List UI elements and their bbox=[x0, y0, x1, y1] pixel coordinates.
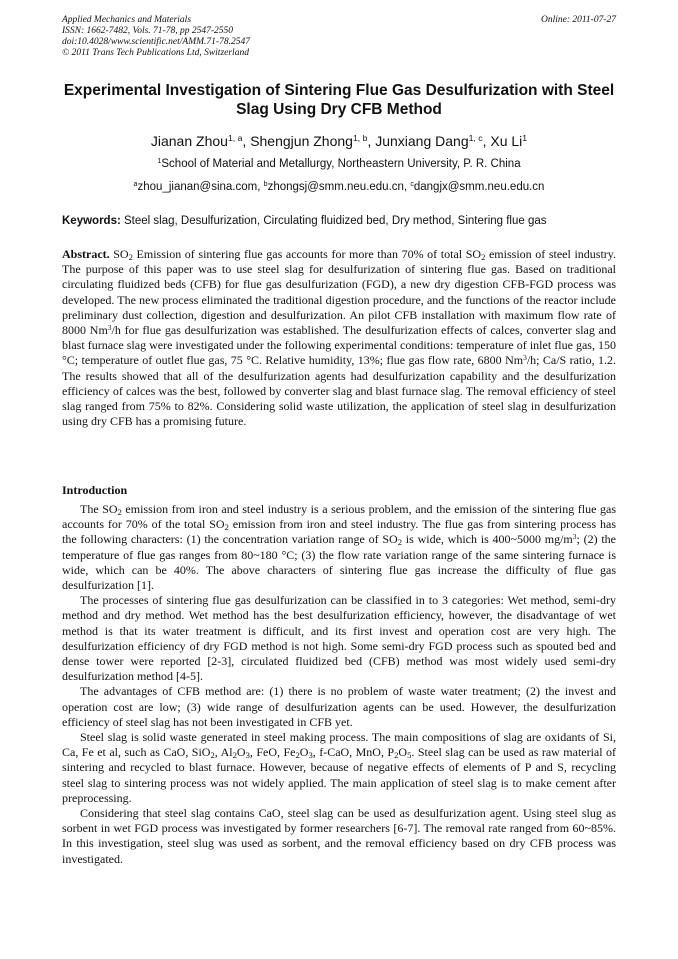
email-list bbox=[62, 180, 616, 194]
text-run: . Steel slag can be used as raw material of sintering and recycled to blast furnace. However, because of negative effects of elements of P and S, recycling steel slag to sintering process was not widely applied. The main application of steel slag is to make cement after preprocessing. bbox=[62, 745, 617, 805]
subscript: 2 bbox=[224, 522, 229, 533]
text-run: , f-CaO, MnO, P bbox=[312, 745, 395, 760]
subscript: 5 bbox=[407, 750, 412, 761]
superscript: 3 bbox=[572, 532, 577, 542]
text-run: emission from iron and steel industry is a serious problem, and the emission of the sintering flue gas accounts for 70% of the total SO bbox=[62, 502, 616, 532]
keywords bbox=[62, 214, 622, 228]
journal-header bbox=[62, 15, 616, 59]
author-affiliation-mark: 1 bbox=[522, 133, 528, 144]
author-affiliation-mark: 1, c bbox=[468, 133, 483, 144]
keywords-text: Steel slag, Desulfurization, Circulating fluidized bed, Dry method, Sintering flue gas bbox=[120, 215, 547, 227]
subscript: 3 bbox=[245, 750, 250, 761]
subscript: 2 bbox=[232, 750, 237, 761]
author: Junxiang Dang bbox=[375, 133, 469, 149]
intro-paragraph bbox=[62, 730, 616, 806]
superscript: 3 bbox=[107, 322, 112, 332]
email-mark: b bbox=[263, 180, 268, 189]
author: Xu Li bbox=[490, 133, 523, 149]
abstract-paragraph bbox=[62, 247, 616, 429]
subscript: 2 bbox=[481, 252, 486, 263]
text-run: , FeO, Fe bbox=[249, 745, 296, 760]
text-run: O bbox=[398, 745, 408, 760]
author-separator: , bbox=[482, 133, 491, 149]
abstract-text bbox=[62, 247, 616, 428]
subscript: 2 bbox=[210, 750, 215, 761]
subscript: 2 bbox=[394, 750, 399, 761]
email-mark: a bbox=[133, 180, 138, 189]
affiliation-text: School of Material and Metallurgy, Northeastern University, P. R. China bbox=[161, 158, 521, 170]
abstract bbox=[62, 247, 616, 429]
subscript: 2 bbox=[295, 750, 300, 761]
author-affiliation-mark: 1, a bbox=[227, 133, 243, 144]
text-run: O bbox=[299, 745, 309, 760]
intro-paragraph bbox=[62, 806, 616, 867]
text-run: Steel slag is solid waste generated in steel making process. The main compositions of slag are oxidants of Si, Ca, Fe et al, such as CaO, SiO bbox=[62, 730, 616, 760]
issn-line: ISSN: 1662-7482, Vols. 71-78, pp 2547-2550 bbox=[62, 26, 233, 36]
email: zhongsj@smm.neu.edu.cn, bbox=[267, 181, 411, 193]
subscript: 2 bbox=[128, 252, 133, 263]
author-separator: , bbox=[367, 133, 376, 149]
text-run: Considering that steel slag contains CaO, steel slag can be used as desulfurization agent. Using steel slug as sorbent in wet FGD process was investigated by former researchers [6-7]. The removal rate ranged from 60~85%. In this investigation, steel slug was used as sorbent, and the removal efficiency based on dry CFB process was investigated. bbox=[62, 806, 616, 866]
author: Jianan Zhou bbox=[150, 133, 228, 149]
text-run: The processes of sintering flue gas desulfurization can be classified in to 3 categories: Wet method, semi-dry method and dry method. Wet method has the best desulfurization efficiency, however, the disadvantage of wet method is that its water treatment is difficult, and its first invest and operation cost are very high. The desulfurization efficiency of dry FGD method is not high. Some semi-dry FGD process such as spouted bed and dense tower were reported [2-3], circulated fluidized bed (CFB) method was most widely used semi-dry desulfurization method [4-5]. bbox=[62, 593, 616, 684]
email: dangjx@smm.neu.edu.cn bbox=[413, 181, 545, 193]
author-list bbox=[62, 132, 616, 150]
superscript: 3 bbox=[523, 353, 527, 363]
paper-title: Experimental Investigation of Sintering Flue Gas Desulfurization with Steel Slag Using Dry CFB Method bbox=[63, 82, 615, 118]
subscript: 3 bbox=[308, 750, 313, 761]
doi-line: doi:10.4028/www.scientific.net/AMM.71-78.2547 bbox=[62, 37, 250, 47]
text-run: /h; Ca/S ratio, 1.2. The results showed that all of the desulfurization agents had desulfurization capability and the desulfurization efficiency of calces was the best, followed by converter slag and blast furnace slag. The removal efficiency of steel slag ranged from 75% to 82%. Considering solid waste utilization, the application of steel slag in desulfurization using dry CFB has a promising future. bbox=[62, 353, 617, 429]
author-affiliation-mark: 1, b bbox=[352, 133, 368, 144]
section-heading-introduction: Introduction bbox=[62, 483, 128, 497]
intro-paragraph bbox=[62, 684, 616, 730]
journal-name: Applied Mechanics and Materials bbox=[62, 15, 192, 25]
email: zhou_jianan@sina.com, bbox=[137, 181, 264, 193]
abstract-label: Abstract. bbox=[62, 247, 110, 261]
text-run: Emission of sintering flue gas accounts for more than 70% of total SO bbox=[132, 247, 482, 261]
text-run: The advantages of CFB method are: (1) there is no problem of waste water treatment; (2) the invest and operation cost are low; (3) wide range of desulfurization agents can be used. However, the desulfurization efficiency of steel slag has not been investigated in CFB yet. bbox=[62, 684, 616, 729]
intro-paragraph bbox=[62, 593, 616, 684]
copyright-line: © 2011 Trans Tech Publications Ltd, Switzerland bbox=[62, 48, 249, 58]
author-separator: , bbox=[242, 133, 251, 149]
text-run: emission of steel industry. The purpose of this paper was to use steel slag for desulfurization of sintering flue gas. Based on traditional circulating fluidized beds (CFB) for flue gas desulfurization (FGD), a new dry digestion CFB-FGD process was developed. The new process eliminated the traditional digestion procedure, and the functions of the reactor include preliminary dust collection, digestion and desulfurization. An pilot CFB installation with maximum flow rate of 8000 Nm bbox=[62, 247, 617, 338]
text-run: , Al bbox=[214, 745, 233, 760]
author: Shengjun Zhong bbox=[250, 133, 353, 149]
text-run: The SO bbox=[80, 502, 118, 516]
subscript: 2 bbox=[397, 537, 403, 548]
intro-paragraph bbox=[62, 502, 616, 593]
subscript: 2 bbox=[117, 507, 122, 518]
text-run: O bbox=[236, 745, 246, 760]
text-run: /h for flue gas desulfurization was established. The desulfurization effects of calces, converter slag and blast furnace slag were investigated under the following experimental conditions: temperature of inlet flue gas, 150 °C; temperature of outlet flue gas, 75 °C. Relative humidity, 13%; flue gas flow rate, 6800 Nm bbox=[62, 323, 616, 368]
keywords-label: Keywords: bbox=[62, 215, 121, 227]
affiliation-mark: 1 bbox=[157, 157, 162, 166]
text-run: emission from iron and steel industry. The flue gas from sintering process has the following characters: (1) the concentration variation range of SO bbox=[62, 517, 617, 547]
text-run: SO bbox=[109, 247, 129, 261]
introduction-body bbox=[62, 502, 616, 867]
online-date: Online: 2011-07-27 bbox=[540, 15, 616, 25]
email-mark: c bbox=[410, 180, 414, 189]
text-run: is wide, which is 400~5000 mg/m bbox=[402, 532, 573, 547]
text-run: ; (2) the temperature of flue gas ranges from 80~180 °C; (3) the flow rate variation range of the same sintering furnace is wide, which can be 40%. The above characters of sintering flue gas increase the difficulty of flue gas desulfurization [1]. bbox=[62, 532, 617, 593]
affiliation bbox=[62, 157, 616, 171]
